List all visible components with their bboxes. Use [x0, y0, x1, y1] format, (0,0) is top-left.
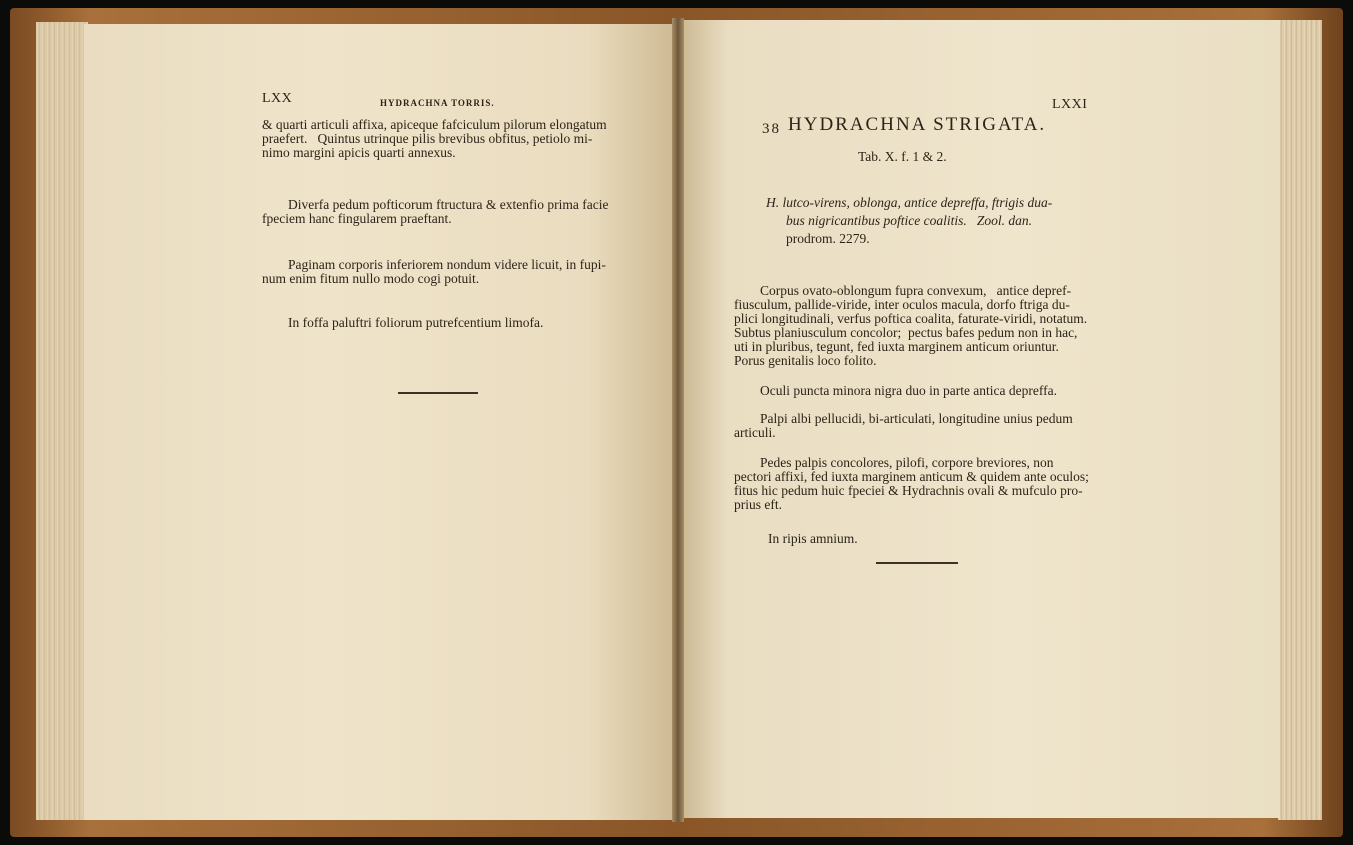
left-end-rule: [398, 392, 478, 394]
diagnosis-line1: H. lutco-virens, oblonga, antice depreffa, ftrigis dua-: [766, 195, 1053, 210]
left-habitat: In foffa paluftri foliorum putrefcentium limofa.: [288, 315, 544, 330]
left-para3-line1: Paginam corporis inferiorem nondum videre licuit, in fupi-: [288, 257, 606, 272]
right-end-rule: [876, 562, 958, 564]
left-para2-line1: Diverfa pedum pofticorum ftructura & extenfio prima facie: [288, 197, 609, 212]
page-edges-left: [36, 22, 88, 820]
left-running-head: HYDRACHNA TORRIS.: [380, 98, 495, 108]
corpus-line1: Corpus ovato-oblongum fupra convexum, antice depref-: [760, 283, 1072, 298]
pedes-line1: Pedes palpis concolores, pilofi, corpore breviores, non: [760, 455, 1054, 470]
right-habitat: In ripis amnium.: [768, 531, 858, 546]
left-para1-line1: & quarti articuli affixa, apiceque fafciculum pilorum elongatum: [262, 117, 607, 132]
right-page-number: LXXI: [1052, 97, 1088, 112]
corpus-line3: plici longitudinali, verfus poftica coalita, faturate-viridi, notatum.: [734, 311, 1088, 326]
page-edges-right: [1278, 20, 1322, 820]
corpus-line5: uti in pluribus, tegunt, fed iuxta marginem anticum oriuntur.: [734, 339, 1059, 354]
oculi-paragraph: Oculi puncta minora nigra duo in parte antica depreffa.: [760, 383, 1058, 398]
palpi-line2: articuli.: [734, 425, 776, 440]
corpus-line4: Subtus planiusculum concolor; pectus bafes pedum non in hac,: [734, 325, 1078, 340]
left-para1-line3: nimo margini apicis quarti annexus.: [262, 145, 456, 160]
pedes-line3: fitus hic pedum huic fpeciei & Hydrachnis ovali & mufculo pro-: [734, 483, 1083, 498]
left-page-number: LXX: [262, 91, 293, 106]
corpus-line2: fiusculum, pallide-viride, inter oculos macula, dorfo ftriga du-: [734, 297, 1070, 312]
corpus-line6: Porus genitalis loco folito.: [734, 353, 877, 368]
palpi-line1: Palpi albi pellucidi, bi-articulati, longitudine unius pedum: [760, 411, 1073, 426]
book-gutter: [672, 18, 684, 822]
diagnosis-line3: prodrom. 2279.: [786, 231, 870, 246]
species-title: HYDRACHNA STRIGATA.: [788, 114, 1047, 135]
left-para3-line2: num enim fitum nullo modo cogi potuit.: [262, 271, 480, 286]
diagnosis-line2: bus nigricantibus poftice coalitis. Zool. dan.: [786, 213, 1032, 228]
pedes-line2: pectori affixi, fed iuxta marginem anticum & quidem ante oculos;: [734, 469, 1089, 484]
pedes-line4: prius eft.: [734, 497, 782, 512]
species-number: 38: [762, 121, 781, 137]
left-para2-line2: fpeciem hanc fingularem praeftant.: [262, 211, 452, 226]
plate-reference: Tab. X. f. 1 & 2.: [858, 149, 947, 164]
left-para1-line2: praefert. Quintus utrinque pilis brevibus obfitus, petiolo mi-: [262, 131, 593, 146]
